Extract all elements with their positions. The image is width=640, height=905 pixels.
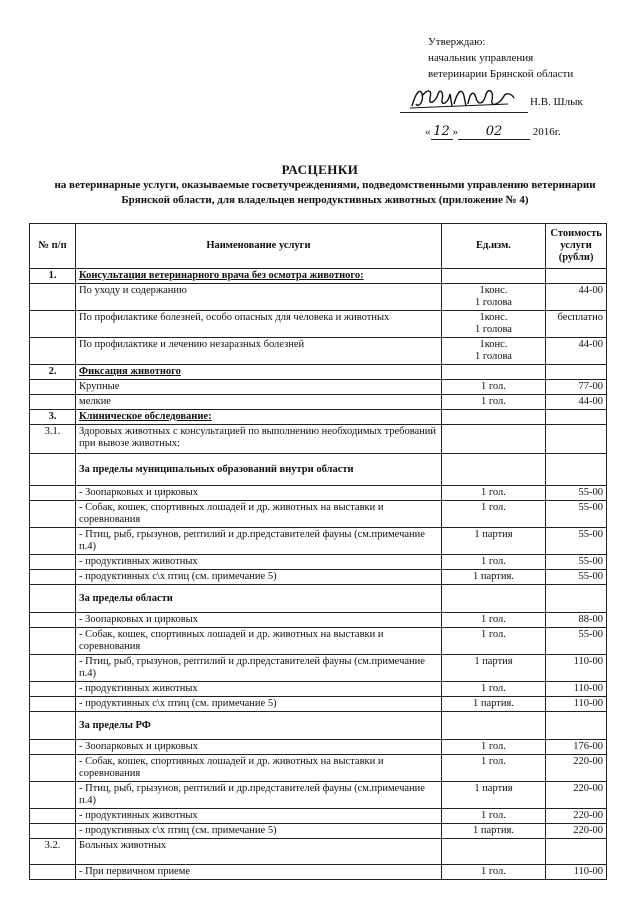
- approval-date: [425, 124, 561, 140]
- cell-num: [30, 486, 76, 501]
- cell-unit: 1 гол.: [441, 380, 545, 395]
- cell-unit: [441, 585, 545, 613]
- section-row: [30, 410, 607, 425]
- cell-num: [30, 570, 76, 585]
- cell-name: - продуктивных животных: [76, 682, 442, 697]
- cell-num: [30, 395, 76, 410]
- table-row: [30, 501, 607, 528]
- subsection-row: [30, 454, 607, 486]
- cell-name: мелкие: [76, 395, 442, 410]
- table-row: [30, 284, 607, 311]
- handwritten-signature: [408, 84, 518, 112]
- header-price: Стоимость услуги (рубли): [546, 224, 607, 269]
- table-row: [30, 555, 607, 570]
- cell-name: Больных животных: [76, 839, 442, 865]
- table-row: [30, 311, 607, 338]
- table-row: [30, 613, 607, 628]
- cell-price: 88-00: [546, 613, 607, 628]
- cell-num: [30, 585, 76, 613]
- cell-price: [546, 585, 607, 613]
- cell-unit: 1 партия.: [441, 570, 545, 585]
- section-row: [30, 365, 607, 380]
- cell-unit: 1 гол.: [441, 865, 545, 880]
- cell-price: [546, 269, 607, 284]
- header-num: № п/п: [30, 224, 76, 269]
- cell-num: [30, 740, 76, 755]
- cell-price: [546, 410, 607, 425]
- cell-name: - Зоопарковых и цирковых: [76, 486, 442, 501]
- cell-unit: [441, 454, 545, 486]
- table-body: [30, 269, 607, 880]
- cell-num: [30, 628, 76, 655]
- cell-num: 1.: [30, 269, 76, 284]
- cell-unit: [441, 712, 545, 740]
- cell-num: [30, 380, 76, 395]
- cell-price: [546, 712, 607, 740]
- table-row: [30, 740, 607, 755]
- table-row: [30, 809, 607, 824]
- cell-num: [30, 555, 76, 570]
- cell-price: бесплатно: [546, 311, 607, 338]
- cell-num: 2.: [30, 365, 76, 380]
- cell-price: 220-00: [546, 809, 607, 824]
- cell-unit: [441, 839, 545, 865]
- subsection-row: [30, 585, 607, 613]
- cell-price: 55-00: [546, 501, 607, 528]
- subsection-row: [30, 712, 607, 740]
- table-row: [30, 628, 607, 655]
- cell-unit: 1 гол.: [441, 486, 545, 501]
- date-year: 2016г.: [532, 126, 561, 138]
- cell-num: [30, 501, 76, 528]
- cell-num: [30, 613, 76, 628]
- cell-name: - Птиц, рыб, грызунов, рептилий и др.представителей фауны (см.примечание п.4): [76, 655, 442, 682]
- cell-price: [546, 425, 607, 454]
- cell-price: [546, 454, 607, 486]
- cell-unit: 1 гол.: [441, 501, 545, 528]
- cell-unit: [441, 365, 545, 380]
- cell-name: Консультация ветеринарного врача без осмотра животного:: [76, 269, 442, 284]
- table-row: [30, 380, 607, 395]
- price-table: [29, 223, 607, 880]
- approval-block: [428, 34, 573, 82]
- cell-price: 220-00: [546, 782, 607, 809]
- cell-price: 77-00: [546, 380, 607, 395]
- cell-num: 3.1.: [30, 425, 76, 454]
- cell-name: По уходу и содержанию: [76, 284, 442, 311]
- cell-unit: 1 гол.: [441, 682, 545, 697]
- cell-price: 220-00: [546, 824, 607, 839]
- cell-price: 55-00: [546, 628, 607, 655]
- table-row: [30, 655, 607, 682]
- cell-name: - продуктивных с\х птиц (см. примечание 5): [76, 824, 442, 839]
- cell-unit: 1конс. 1 голова: [441, 284, 545, 311]
- cell-unit: 1 гол.: [441, 628, 545, 655]
- cell-unit: 1 партия: [441, 528, 545, 555]
- cell-price: 110-00: [546, 697, 607, 712]
- cell-price: [546, 365, 607, 380]
- cell-price: 55-00: [546, 528, 607, 555]
- table-row: [30, 528, 607, 555]
- cell-num: [30, 782, 76, 809]
- cell-num: [30, 284, 76, 311]
- cell-price: 44-00: [546, 338, 607, 365]
- cell-price: 55-00: [546, 486, 607, 501]
- cell-num: [30, 311, 76, 338]
- cell-unit: 1конс. 1 голова: [441, 338, 545, 365]
- cell-unit: 1 гол.: [441, 613, 545, 628]
- cell-num: 3.: [30, 410, 76, 425]
- table-row: [30, 486, 607, 501]
- cell-price: 110-00: [546, 655, 607, 682]
- cell-num: [30, 755, 76, 782]
- cell-unit: 1 партия.: [441, 697, 545, 712]
- approval-line: начальник управления: [428, 52, 534, 64]
- cell-unit: 1 гол.: [441, 740, 545, 755]
- table-row: [30, 682, 607, 697]
- table-row: [30, 425, 607, 454]
- cell-name: Здоровых животных с консультацией по выполнению необходимых требований при вывозе животных:: [76, 425, 442, 454]
- cell-name: - Зоопарковых и цирковых: [76, 740, 442, 755]
- cell-name: - продуктивных с\х птиц (см. примечание 5): [76, 570, 442, 585]
- cell-unit: [441, 269, 545, 284]
- date-quote-close: »: [452, 126, 458, 138]
- cell-num: [30, 454, 76, 486]
- table-row: [30, 824, 607, 839]
- cell-name: - продуктивных животных: [76, 555, 442, 570]
- table-row: [30, 755, 607, 782]
- section-row: [30, 269, 607, 284]
- approval-line: Утверждаю:: [428, 36, 486, 48]
- cell-price: 55-00: [546, 570, 607, 585]
- date-quote-open: «: [425, 126, 431, 138]
- cell-name: - Птиц, рыб, грызунов, рептилий и др.представителей фауны (см.примечание п.4): [76, 782, 442, 809]
- cell-unit: 1 партия.: [441, 824, 545, 839]
- cell-num: [30, 655, 76, 682]
- approval-line: ветеринарии Брянской области: [428, 68, 574, 80]
- cell-price: 110-00: [546, 682, 607, 697]
- cell-num: 3.2.: [30, 839, 76, 865]
- cell-price: 176-00: [546, 740, 607, 755]
- cell-name: - Птиц, рыб, грызунов, рептилий и др.представителей фауны (см.примечание п.4): [76, 528, 442, 555]
- cell-name: За пределы области: [76, 585, 442, 613]
- table-row: [30, 782, 607, 809]
- table-header-row: [30, 224, 607, 269]
- cell-num: [30, 865, 76, 880]
- cell-unit: [441, 410, 545, 425]
- signer-name: Н.В. Шлык: [530, 96, 583, 108]
- table-row: [30, 697, 607, 712]
- cell-num: [30, 338, 76, 365]
- cell-name: Крупные: [76, 380, 442, 395]
- cell-name: - При первичном приеме: [76, 865, 442, 880]
- cell-num: [30, 682, 76, 697]
- cell-price: 44-00: [546, 284, 607, 311]
- cell-name: За пределы РФ: [76, 712, 442, 740]
- table-row: [30, 839, 607, 865]
- cell-price: [546, 839, 607, 865]
- cell-unit: 1 гол.: [441, 755, 545, 782]
- cell-unit: 1 гол.: [441, 809, 545, 824]
- cell-unit: 1 партия: [441, 782, 545, 809]
- cell-unit: [441, 425, 545, 454]
- cell-name: - Собак, кошек, спортивных лошадей и др. животных на выставки и соревнования: [76, 501, 442, 528]
- cell-name: - продуктивных животных: [76, 809, 442, 824]
- cell-price: 110-00: [546, 865, 607, 880]
- cell-unit: 1 гол.: [441, 555, 545, 570]
- table-row: [30, 395, 607, 410]
- cell-unit: 1 партия: [441, 655, 545, 682]
- cell-name: По профилактике и лечению незаразных болезней: [76, 338, 442, 365]
- cell-num: [30, 697, 76, 712]
- cell-num: [30, 528, 76, 555]
- header-name: Наименование услуги: [76, 224, 442, 269]
- cell-num: [30, 809, 76, 824]
- cell-price: 55-00: [546, 555, 607, 570]
- table-row: [30, 570, 607, 585]
- table-row: [30, 338, 607, 365]
- cell-name: - Собак, кошек, спортивных лошадей и др. животных на выставки и соревнования: [76, 755, 442, 782]
- cell-price: 44-00: [546, 395, 607, 410]
- cell-num: [30, 712, 76, 740]
- cell-unit: 1 гол.: [441, 395, 545, 410]
- cell-name: Фиксация животного: [76, 365, 442, 380]
- document-title: РАСЦЕНКИ: [281, 162, 359, 177]
- cell-name: За пределы муниципальных образований внутри области: [76, 454, 442, 486]
- document-subtitle: на ветеринарные услуги, оказываемые госветучреждениями, подведомственными управлению ветеринарии Брянской области, для владельцев непродуктивных животных (приложение № 4): [54, 179, 596, 206]
- cell-name: - продуктивных с\х птиц (см. примечание 5): [76, 697, 442, 712]
- cell-name: - Зоопарковых и цирковых: [76, 613, 442, 628]
- cell-name: По профилактике болезней, особо опасных для человека и животных: [76, 311, 442, 338]
- cell-price: 220-00: [546, 755, 607, 782]
- cell-name: Клиническое обследование:: [76, 410, 442, 425]
- cell-name: - Собак, кошек, спортивных лошадей и др. животных на выставки и соревнования: [76, 628, 442, 655]
- cell-unit: 1конс. 1 голова: [441, 311, 545, 338]
- date-month: 02: [458, 124, 530, 140]
- header-unit: Ед.изм.: [441, 224, 545, 269]
- table-row: [30, 865, 607, 880]
- date-day: 12: [431, 124, 453, 140]
- cell-num: [30, 824, 76, 839]
